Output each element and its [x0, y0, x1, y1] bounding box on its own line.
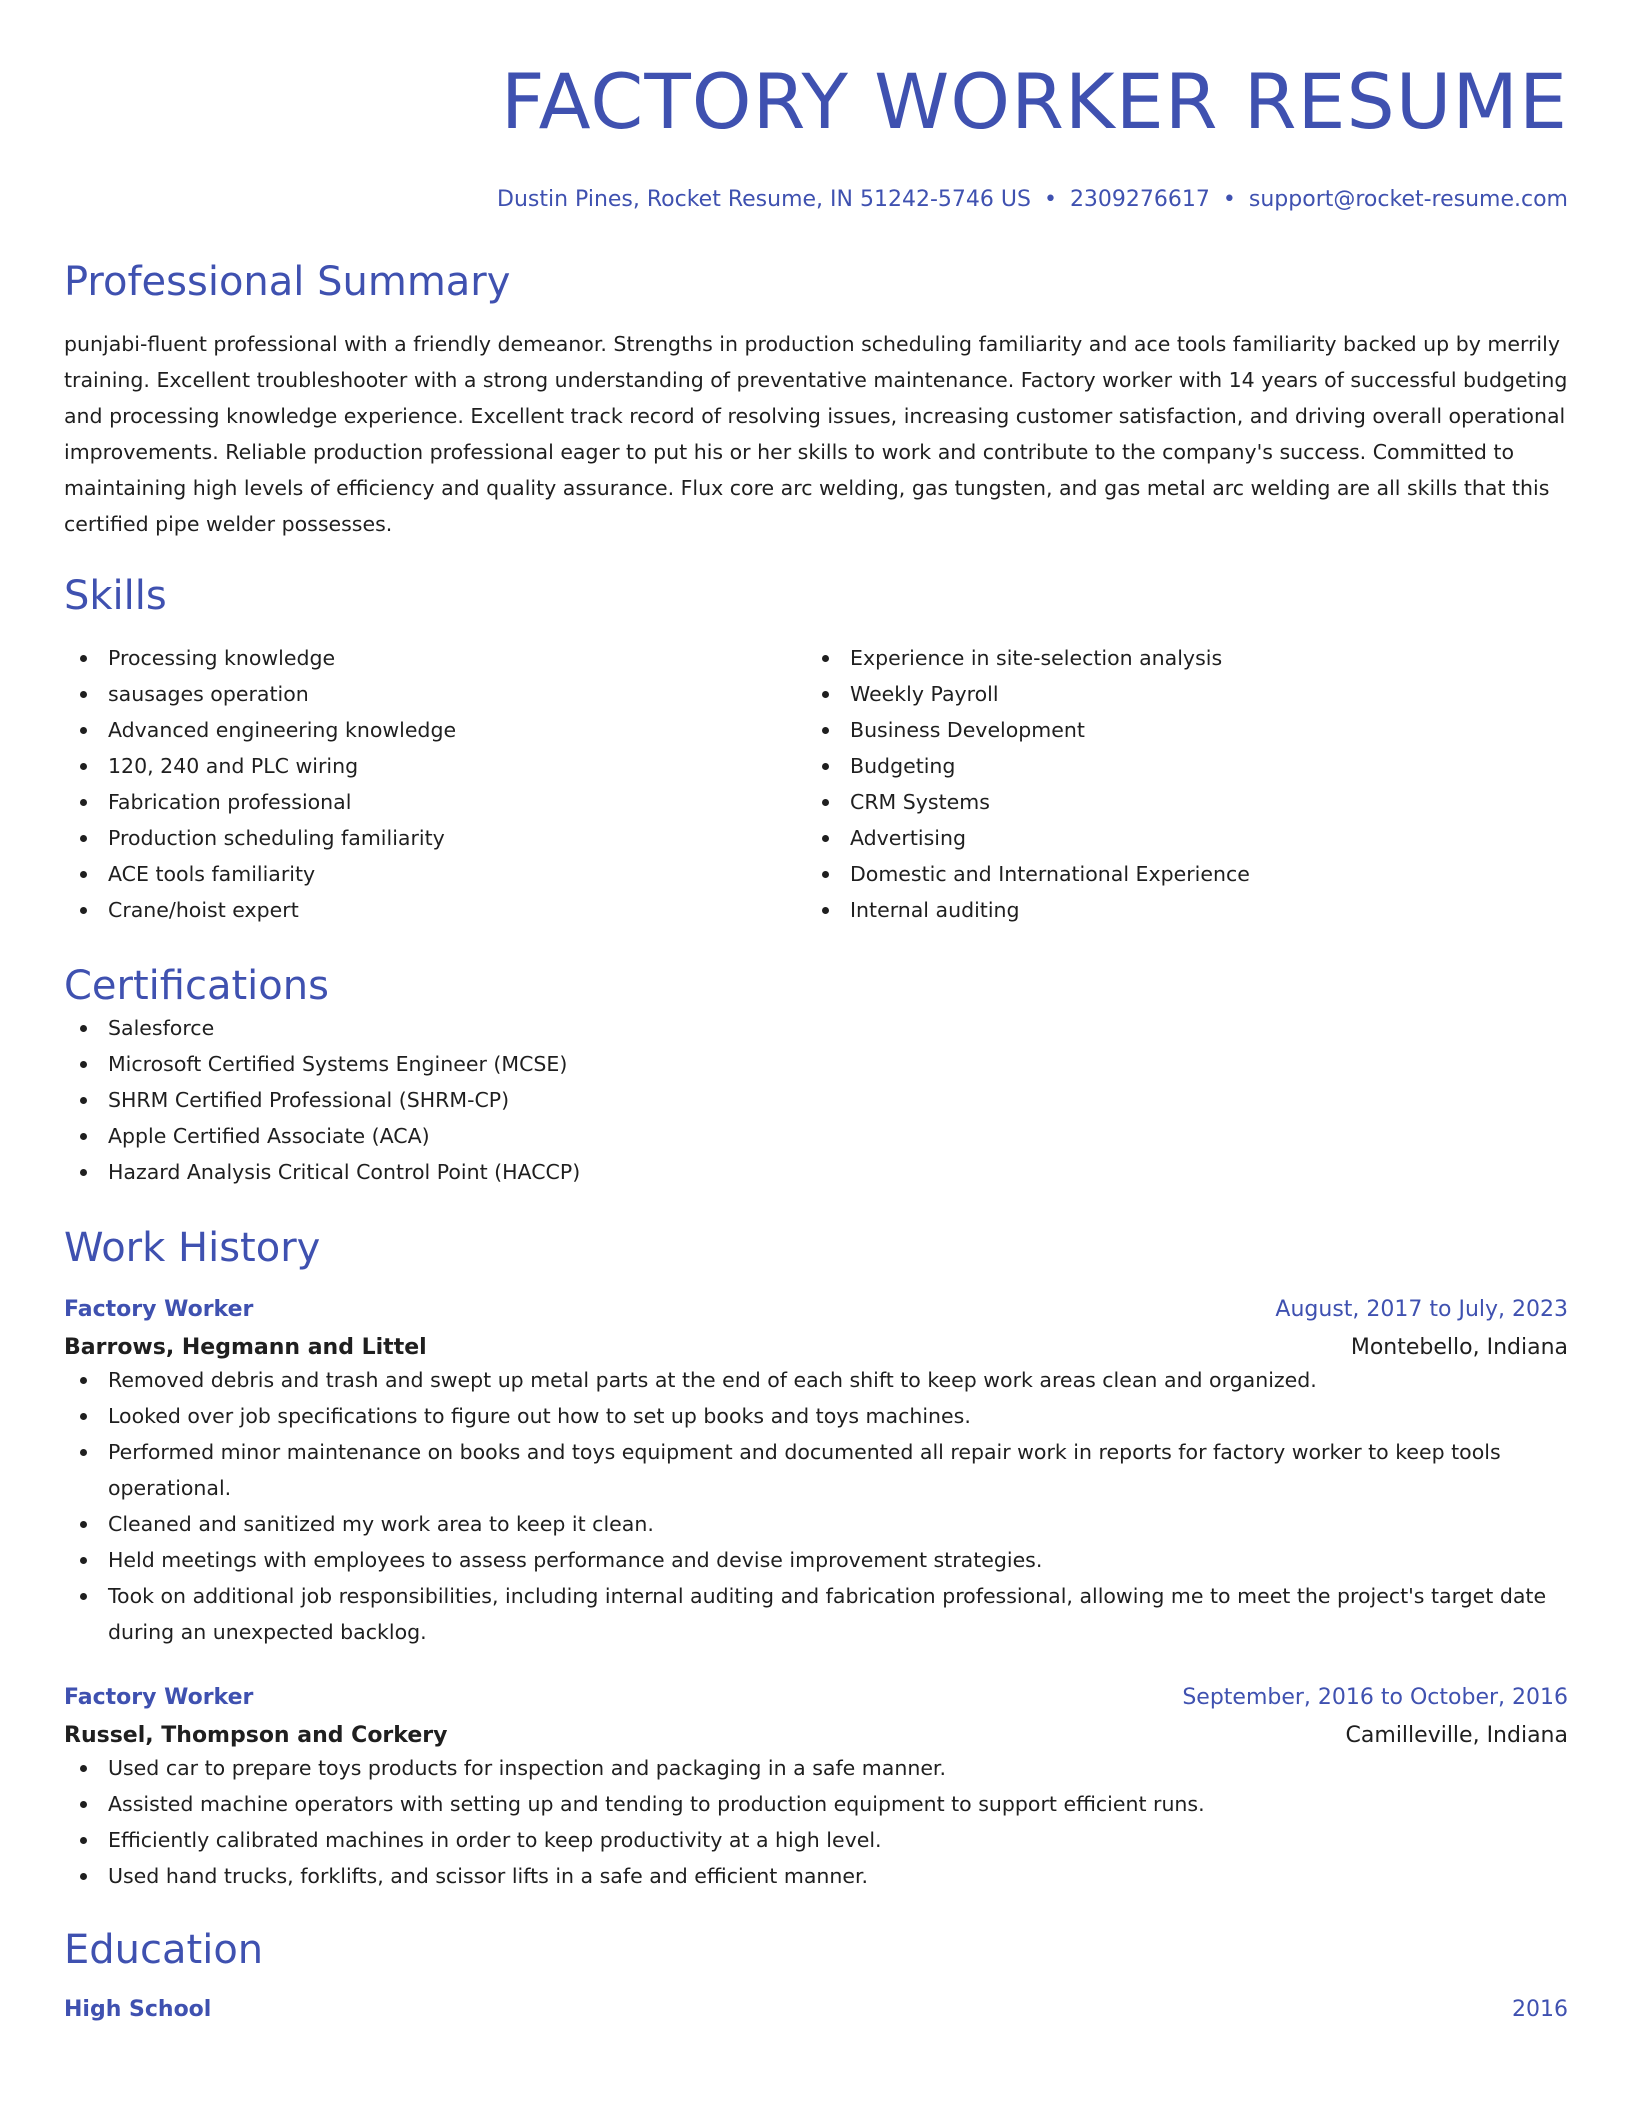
skill-item: Crane/hoist expert	[64, 892, 806, 928]
job-duties-list	[64, 1750, 1568, 1894]
contact-address: Dustin Pines, Rocket Resume, IN 51242-5746 US	[497, 187, 1031, 212]
certification-item: SHRM Certified Professional (SHRM-CP)	[64, 1082, 1568, 1118]
skill-item: Budgeting	[806, 748, 1548, 784]
job-company: Russel, Thompson and Corkery	[64, 1723, 448, 1748]
job-subheader	[64, 1722, 1568, 1750]
section-title-certifications: Certifications	[64, 963, 329, 1009]
skill-item: ACE tools familiarity	[64, 856, 806, 892]
certification-item: Hazard Analysis Critical Control Point (HACCP)	[64, 1154, 1568, 1190]
skills-column-right	[806, 640, 1548, 928]
certification-item: Microsoft Certified Systems Engineer (MCSE)	[64, 1046, 1568, 1082]
job-duty-item: Used hand trucks, forklifts, and scissor lifts in a safe and efficient manner.	[64, 1858, 1568, 1894]
education-year: 2016	[1512, 1997, 1568, 2022]
job-dates: August, 2017 to July, 2023	[1275, 1297, 1568, 1322]
skill-item: Weekly Payroll	[806, 676, 1548, 712]
skill-item: Business Development	[806, 712, 1548, 748]
education-degree: High School	[64, 1997, 212, 2022]
section-title-work-history: Work History	[64, 1225, 321, 1271]
job-duties-list	[64, 1362, 1568, 1650]
skills-list-right	[806, 640, 1548, 928]
skills-columns	[64, 640, 1568, 928]
contact-separator: •	[1043, 187, 1057, 212]
section-title-summary: Professional Summary	[64, 259, 511, 305]
contact-phone: 2309276617	[1069, 187, 1210, 212]
certification-item: Salesforce	[64, 1010, 1568, 1046]
job-subheader	[64, 1334, 1568, 1362]
resume-page	[64, 0, 1568, 2024]
job-header	[64, 1296, 1568, 1324]
section-title-skills: Skills	[64, 573, 167, 619]
job-company: Barrows, Hegmann and Littel	[64, 1335, 427, 1360]
skill-item: sausages operation	[64, 676, 806, 712]
education-entry	[64, 1996, 1568, 2024]
contact-line	[64, 186, 1568, 214]
summary-text: punjabi-fluent professional with a friendly demeanor. Strengths in production scheduling familiarity and ace tools familiarity backed up by merrily training. Excellent troubleshooter with a strong understanding of preventative maintenance. Factory worker with 14 years of successful budgeting and processing knowledge experience. Excellent track record of resolving issues, increasing customer satisfaction, and driving overall operational improvements. Reliable production professional eager to put his or her skills to work and contribute to the company's success. Committed to maintaining high levels of efficiency and quality assurance. Flux core arc welding, gas tungsten, and gas metal arc welding are all skills that this certified pipe welder possesses.	[64, 332, 1568, 536]
contact-separator: •	[1222, 187, 1236, 212]
section-title-education: Education	[64, 1927, 264, 1973]
job-location: Camilleville, Indiana	[1345, 1723, 1568, 1748]
job-duty-item: Cleaned and sanitized my work area to keep it clean.	[64, 1506, 1568, 1542]
skill-item: Fabrication professional	[64, 784, 806, 820]
job-entry	[64, 1296, 1568, 1650]
job-duty-item: Looked over job specifications to figure out how to set up books and toys machines.	[64, 1398, 1568, 1434]
job-duty-item: Held meetings with employees to assess performance and devise improvement strategies.	[64, 1542, 1568, 1578]
job-duty-item: Assisted machine operators with setting up and tending to production equipment to support efficient runs.	[64, 1786, 1568, 1822]
skill-item: Processing knowledge	[64, 640, 806, 676]
skill-item: Advanced engineering knowledge	[64, 712, 806, 748]
skills-column-left	[64, 640, 806, 928]
job-entry	[64, 1684, 1568, 1894]
job-duty-item: Efficiently calibrated machines in order to keep productivity at a high level.	[64, 1822, 1568, 1858]
skill-item: Internal auditing	[806, 892, 1548, 928]
job-header	[64, 1684, 1568, 1712]
job-title: Factory Worker	[64, 1297, 254, 1322]
job-duty-item: Took on additional job responsibilities, including internal auditing and fabrication professional, allowing me to meet the project's target date during an unexpected backlog.	[64, 1578, 1568, 1650]
skill-item: Production scheduling familiarity	[64, 820, 806, 856]
job-location: Montebello, Indiana	[1350, 1335, 1568, 1360]
skill-item: Domestic and International Experience	[806, 856, 1548, 892]
skill-item: CRM Systems	[806, 784, 1548, 820]
skills-list-left	[64, 640, 806, 928]
skill-item: Experience in site-selection analysis	[806, 640, 1548, 676]
job-duty-item: Performed minor maintenance on books and toys equipment and documented all repair work in reports for factory worker to keep tools operational.	[64, 1434, 1568, 1506]
certifications-list	[64, 1010, 1568, 1190]
job-duty-item: Removed debris and trash and swept up metal parts at the end of each shift to keep work areas clean and organized.	[64, 1362, 1568, 1398]
job-title: Factory Worker	[64, 1685, 254, 1710]
certification-item: Apple Certified Associate (ACA)	[64, 1118, 1568, 1154]
contact-email: support@rocket-resume.com	[1248, 187, 1568, 212]
job-dates: September, 2016 to October, 2016	[1182, 1685, 1568, 1710]
job-duty-item: Used car to prepare toys products for inspection and packaging in a safe manner.	[64, 1750, 1568, 1786]
resume-title: FACTORY WORKER RESUME	[500, 57, 1568, 146]
skill-item: Advertising	[806, 820, 1548, 856]
skill-item: 120, 240 and PLC wiring	[64, 748, 806, 784]
